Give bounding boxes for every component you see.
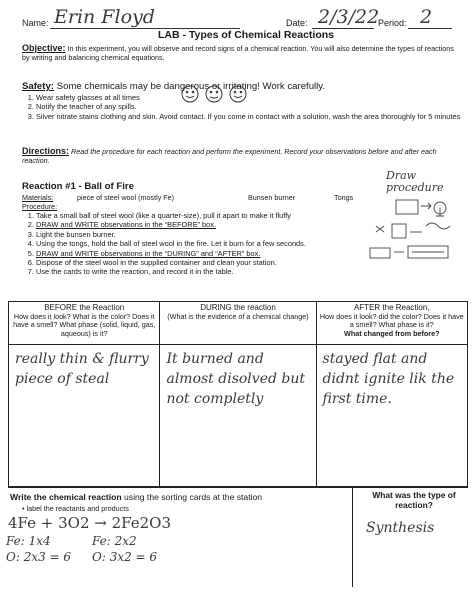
safety-heading	[22, 81, 325, 92]
directions-block	[22, 147, 462, 165]
period-value: 2	[420, 6, 433, 28]
balance-note-right: Fe: 2x2	[92, 534, 137, 548]
before-header: BEFORE the Reaction How does it look? What is the color? Does it have a smell? What phase (solid, liquid, gas, aqueous) is it?	[9, 302, 159, 345]
before-column	[9, 302, 160, 487]
safety-item: 2. Notify the teacher of any spills.	[36, 102, 462, 111]
balance-note-left-o: O: 2x3 = 6	[6, 550, 72, 564]
bottom-divider	[352, 487, 353, 587]
reaction-type-label: What was the type of reaction?	[372, 490, 456, 510]
balance-note-right-o: O: 3x2 = 6	[92, 550, 158, 564]
procedure-list	[22, 211, 372, 277]
period-label: Period:	[378, 18, 407, 28]
balance-note-left: Fe: 1x4	[6, 534, 51, 548]
directions-label: Directions:	[22, 146, 70, 156]
materials-label: Materials:	[22, 193, 54, 202]
during-column	[160, 302, 316, 487]
procedure-step: 3. Light the bunsen burner.	[36, 230, 372, 239]
procedure-step: 2. DRAW and WRITE observations in the “BEFORE” box.	[36, 220, 372, 229]
procedure-step: 7. Use the cards to write the reaction, and record it in the table.	[36, 267, 372, 276]
procedure-step: 5. DRAW and WRITE observations in the “DURING” and “AFTER” box.	[36, 249, 372, 258]
objective-text: In this experiment, you will observe and record signs of a chemical reaction. You will also determine the types of reactions by writing and balancing chemical equations.	[22, 44, 454, 62]
directions-text: Read the procedure for each reaction and perform the experiment. Record your observations before and after each reaction.	[22, 147, 437, 165]
procedure-sketch-icon	[366, 196, 466, 280]
name-value: Erin Floyd	[54, 6, 155, 28]
procedure-step: 1. Take a small ball of steel wool (like a quarter-size), pull it apart to make it fluffy	[36, 211, 372, 220]
material-bunsen: Bunsen burner	[248, 193, 296, 202]
smiley-doodle-icon	[180, 82, 250, 106]
safety-label: Safety:	[22, 81, 54, 92]
page-title: LAB - Types of Chemical Reactions	[158, 29, 335, 41]
procedure-step: 6. Dispose of the steel wool in the supplied container and clean your station.	[36, 258, 372, 267]
draw-procedure-note: Draw procedure	[386, 169, 444, 194]
reaction-title: Reaction #1 - Ball of Fire	[22, 181, 134, 192]
safety-intro: Some chemicals may be dangerous or irritating! Work carefully.	[56, 81, 326, 92]
after-answer: stayed flat and didnt ignite lik the first time.	[322, 351, 455, 407]
material-steel-wool: piece of steel wool (mostly Fe)	[77, 193, 175, 202]
safety-item: 1. Wear safety glasses at all times	[36, 93, 462, 102]
reaction-type-answer: Synthesis	[366, 520, 435, 536]
procedure-label: Procedure:	[22, 202, 58, 211]
during-header: DURING the reaction (What is the evidence of a chemical change)	[160, 302, 315, 345]
objective-block	[22, 44, 462, 62]
chemical-reaction-heading: Write the chemical reaction using the sorting cards at the station	[10, 492, 263, 502]
chemical-bullet: • label the reactants and products	[22, 504, 129, 513]
date-label: Date:	[286, 18, 308, 28]
procedure-step: 4. Using the tongs, hold the ball of steel wool in the fire. Let it burn for a few seconds.	[36, 239, 372, 248]
after-header: AFTER the Reaction, How does it look? did the color? Does it have a smell? What phase is it? What changed from before?	[317, 302, 467, 345]
chemical-equation: 4Fe + 3O2 → 2Fe2O3	[8, 514, 171, 532]
period-line	[408, 28, 452, 29]
date-value: 2/3/22	[318, 6, 380, 28]
after-column	[316, 302, 467, 487]
during-answer: It burned and almost disolved but not completly	[166, 351, 305, 407]
name-label: Name:	[22, 18, 49, 28]
material-tongs: Tongs	[334, 193, 354, 202]
observation-table	[8, 301, 468, 487]
objective-label: Objective:	[22, 43, 66, 53]
safety-item: 3. Silver nitrate stains clothing and skin. Avoid contact. If you come in contact with a solution, wash the area thoroughly for 5 minutes	[36, 112, 462, 121]
before-answer: really thin & flurry piece of steal	[15, 351, 149, 387]
